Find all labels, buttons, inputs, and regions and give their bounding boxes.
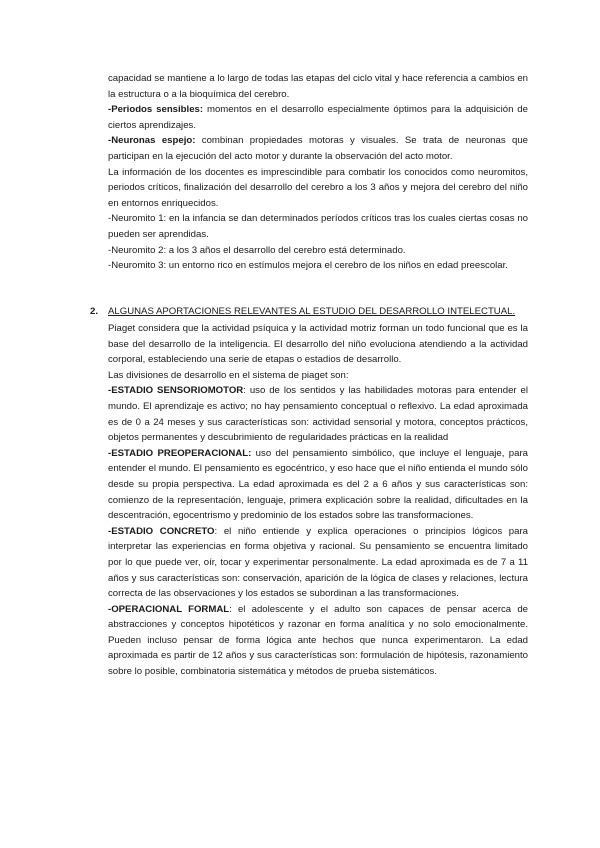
- section-title: ALGUNAS APORTACIONES RELEVANTES AL ESTUDIO DEL DESARROLLO INTELECTUAL.: [108, 306, 516, 317]
- preoperacional-label: -ESTADIO PREOPERACIONAL:: [108, 447, 252, 459]
- preoperacional-paragraph: [108, 446, 528, 524]
- intro-block: [108, 71, 528, 274]
- neuromito-3-paragraph: -Neuromito 3: un entorno rico en estímulos mejora el cerebro de los niños en edad preescolar.: [108, 260, 508, 272]
- docentes-paragraph: La información de los docentes es imprescindible para combatir los conocidos como neuromitos, periodos críticos, finalización del desarrollo del cerebro a los 3 años y mejora del cerebro del niño en entornos enriquecidos.: [108, 166, 528, 209]
- concreto-label: -ESTADIO CONCRETO: [108, 525, 215, 537]
- piaget-paragraph: Piaget considera que la actividad psíquica y la actividad motriz forman un todo funcional que es la base del desarrollo de la inteligencia. El desarrollo del niño evoluciona atendiendo a la actividad corporal, estableciendo una serie de etapas o estadios de desarrollo.: [108, 323, 528, 366]
- neuromito-1-paragraph: -Neuromito 1: en la infancia se dan determinados períodos críticos tras los cuales ciertas cosas no pueden ser aprendidas.: [108, 213, 528, 240]
- periodos-sensibles-paragraph: [108, 102, 528, 133]
- formal-paragraph: [108, 602, 528, 680]
- neuronas-espejo-text: combinan propiedades motoras y visuales. Se trata de neuronas que participan en la ejecución del acto motor y durante la observación del acto motor.: [108, 135, 529, 162]
- formal-label: -OPERACIONAL FORMAL: [108, 603, 230, 615]
- periodos-sensibles-text: momentos en el desarrollo especialmente óptimos para la adquisición de ciertos aprendizajes.: [108, 104, 528, 131]
- periodos-sensibles-label: -Periodos sensibles:: [108, 104, 204, 116]
- neuronas-espejo-paragraph: [108, 133, 528, 164]
- section-number: 2.: [90, 306, 99, 317]
- preoperacional-text: uso del pensamiento simbólico, que incluye el lenguaje, para entender el mundo. El pensamiento es egocéntrico, y eso hace que el niño entienda el mundo sólo desde su propia perspectiva. La edad aproximada es del 2 a 6 años y sus características son: comienzo de la representación, lenguaje, primera explicación sobre la realidad, dificultades en la descentración, egocentrismo y predominio de los estados sobre las transformaciones.: [108, 447, 528, 522]
- neuromito-2-paragraph: -Neuromito 2: a los 3 años el desarrollo del cerebro está determinado.: [108, 244, 406, 256]
- sensoriomotor-paragraph: [108, 383, 528, 445]
- neuronas-espejo-label: -Neuronas espejo:: [108, 135, 196, 147]
- formal-text: : el adolescente y el adulto son capaces de pensar acerca de abstracciones y conceptos hipotéticos y razonar en forma analítica y no solo emocionalmente. Pueden incluso pensar de forma lógica ante hechos que nunca experimentaron. La edad aproximada es partir de 12 años y sus características son: formulación de hipótesis, razonamiento sobre lo posible, combinatoria sistemática y métodos de prueba sistemáticos.: [108, 603, 528, 678]
- sensoriomotor-text: : uso de los sentidos y las habilidades motoras para entender el mundo. El aprendizaje es activo; no hay pensamiento conceptual o reflexivo. La edad aproximada es de 0 a 24 meses y sus características son: actividad sensorial y motora, conceptos prácticos, objetos permanentes y descubrimiento de regularidades prácticas en la realidad: [108, 385, 529, 444]
- section-body: [108, 321, 528, 680]
- divisiones-paragraph: Las divisiones de desarrollo en el sistema de piaget son:: [108, 369, 349, 381]
- sensoriomotor-label: -ESTADIO SENSORIOMOTOR: [108, 385, 244, 397]
- concreto-text: : el niño entiende y explica operaciones o principios lógicos para interpretar las experiencias en forma objetiva y racional. Su pensamiento se encuentra limitado por lo que puede ver, oír, tocar y experimentar personalmente. La edad aproximada es de 7 a 11 años y sus características son: conservación, aparición de la lógica de clases y relaciones, lectura correcta de las observaciones y los estados se subordinan a las transformaciones.: [108, 525, 529, 600]
- continuation-paragraph: capacidad se mantiene a lo largo de todas las etapas del ciclo vital y hace referencia a cambios en la estructura o a la bioquímica del cerebro.: [108, 73, 528, 100]
- concreto-paragraph: [108, 524, 528, 602]
